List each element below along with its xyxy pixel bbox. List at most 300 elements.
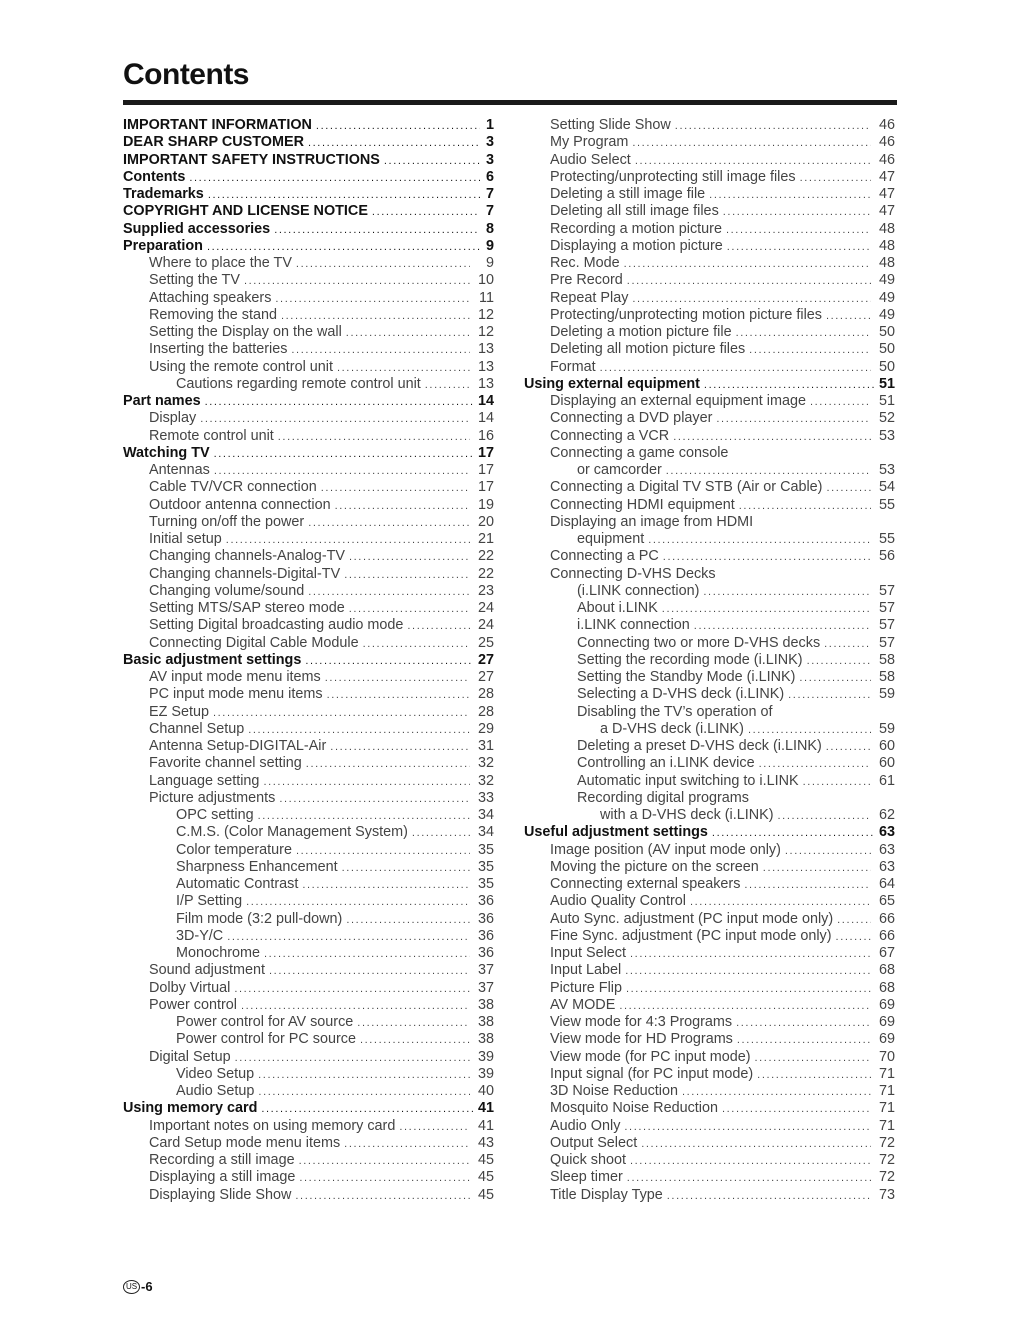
toc-entry-title: Supplied accessories [123, 220, 271, 237]
toc-entry [524, 1031, 895, 1048]
toc-entry [123, 928, 494, 945]
toc-entry [524, 203, 895, 220]
toc-entry-title: or camcorder [577, 462, 662, 478]
toc-entry [524, 462, 895, 479]
dot-leader [666, 463, 871, 480]
dot-leader [227, 929, 470, 946]
dot-leader [357, 1015, 470, 1032]
dot-leader [335, 498, 470, 515]
dot-leader [384, 153, 480, 170]
dot-leader [325, 670, 470, 687]
toc-entry [524, 1118, 895, 1135]
toc-page-number: 65 [878, 893, 895, 910]
toc-entry [123, 1014, 494, 1031]
dot-leader [716, 411, 871, 428]
dot-leader [626, 981, 871, 998]
toc-entry [524, 859, 895, 876]
dot-leader [630, 946, 871, 963]
toc-page-number: 27 [477, 669, 494, 685]
toc-entry [524, 1169, 895, 1186]
toc-entry [123, 790, 494, 807]
toc-page-number: 49 [878, 306, 895, 323]
dot-leader [349, 549, 470, 566]
toc-page-number: 63 [878, 858, 895, 875]
toc-entry [123, 1169, 494, 1186]
toc-entry [123, 307, 494, 324]
toc-entry-title: Watching TV [123, 444, 210, 461]
dot-leader [748, 722, 871, 739]
dot-leader [630, 1153, 871, 1170]
toc-page-number: 72 [878, 1169, 895, 1186]
toc-entry-title: Antenna Setup-DIGITAL-Air [149, 738, 327, 754]
dot-leader [291, 342, 470, 359]
dot-leader [722, 1101, 871, 1118]
toc-entry-title: Power control for PC source [176, 1031, 356, 1048]
toc-entry-title: Using external equipment [524, 375, 700, 392]
toc-section-entry [123, 1100, 494, 1117]
dot-leader [308, 135, 480, 152]
toc-page-number: 71 [878, 1083, 895, 1099]
toc-page-number: 40 [477, 1083, 494, 1099]
toc-entry-title: AV MODE [550, 996, 616, 1013]
dot-leader [330, 739, 470, 756]
toc-page-number: 57 [878, 600, 895, 616]
dot-leader [723, 204, 871, 221]
toc-entry-title: Protecting/unprotecting motion picture files [550, 306, 822, 323]
toc-entry-title: Setting Slide Show [550, 117, 671, 133]
toc-entry-title: Inserting the batteries [149, 341, 288, 358]
toc-entry-title: Sound adjustment [149, 962, 266, 979]
toc-section-entry [123, 134, 494, 151]
toc-entry-title: Useful adjustment settings [524, 824, 708, 841]
toc-entry-title: Connecting a Digital TV STB (Air or Cable) [550, 479, 823, 496]
toc-page-number: 41 [477, 1117, 494, 1134]
toc-page-number: 69 [878, 996, 895, 1013]
toc-entry [524, 635, 895, 652]
toc-page-number: 58 [878, 651, 895, 668]
dot-leader [214, 463, 470, 480]
dot-leader [662, 601, 871, 618]
toc-entry [123, 893, 494, 910]
toc-entry-title: Power control [149, 996, 237, 1013]
toc-entry-title: Deleting all still image files [550, 203, 719, 220]
dot-leader [788, 687, 871, 704]
toc-entry [123, 1152, 494, 1169]
toc-entry-title: Setting the Standby Mode (i.LINK) [577, 669, 796, 685]
toc-section-entry [123, 152, 494, 169]
toc-entry [123, 876, 494, 893]
toc-page-number: 72 [878, 1152, 895, 1168]
toc-page-number: 59 [878, 686, 895, 703]
toc-page-number: 24 [477, 600, 494, 616]
toc-page-number: 48 [878, 255, 895, 271]
toc-entry-title: Setting MTS/SAP stereo mode [149, 600, 345, 616]
toc-page-number: 34 [477, 807, 494, 823]
toc-page-number: 39 [477, 1065, 494, 1082]
toc-entry [524, 410, 895, 427]
dot-leader [836, 929, 871, 946]
toc-entry-title: About i.LINK [577, 600, 658, 616]
toc-entry [524, 1049, 895, 1066]
toc-entry [123, 1187, 494, 1204]
toc-entry-title: Picture Flip [550, 979, 622, 996]
toc-page-number: 25 [477, 634, 494, 651]
toc-entry-title: Cable TV/VCR connection [149, 479, 317, 496]
toc-section-entry [524, 824, 895, 841]
toc-entry [123, 617, 494, 634]
dot-leader [826, 308, 871, 325]
toc-entry-title: Language setting [149, 772, 260, 789]
toc-entry-title: a D-VHS deck (i.LINK) [600, 720, 744, 737]
toc-page-number: 57 [878, 617, 895, 634]
toc-page-number: 46 [878, 134, 895, 151]
toc-entry-title: Favorite channel setting [149, 755, 302, 772]
toc-page-number: 41 [477, 1100, 494, 1117]
dot-leader [826, 480, 871, 497]
toc-entry [524, 773, 895, 790]
toc-page-number: 37 [477, 962, 494, 979]
dot-leader [726, 222, 871, 239]
toc-page-number: 33 [477, 789, 494, 806]
dot-leader [663, 549, 871, 566]
toc-right-column [524, 117, 895, 1204]
toc-entry-title: Turning on/off the power [149, 513, 305, 530]
toc-page-number: 69 [878, 1014, 895, 1030]
toc-entry-title: with a D-VHS deck (i.LINK) [600, 807, 774, 823]
toc-entry-title: Using memory card [123, 1100, 258, 1117]
toc-entry-title: Sharpness Enhancement [176, 858, 338, 875]
dot-leader [675, 118, 871, 135]
toc-entry [524, 1135, 895, 1152]
toc-page-number: 43 [477, 1134, 494, 1151]
toc-entry-title: Connecting a PC [550, 548, 659, 565]
toc-entry [123, 945, 494, 962]
toc-entry-title: Connecting external speakers [550, 876, 741, 892]
toc-page-number: 31 [477, 738, 494, 754]
toc-page-number: 52 [878, 410, 895, 427]
toc-entry [123, 635, 494, 652]
dot-leader [690, 894, 871, 911]
toc-page-number: 14 [477, 410, 494, 427]
dot-leader [757, 1067, 871, 1084]
toc-entry [123, 669, 494, 686]
dot-leader [248, 722, 470, 739]
dot-leader [344, 1136, 470, 1153]
toc-entry-title: Displaying Slide Show [149, 1186, 292, 1203]
dot-leader [619, 998, 871, 1015]
toc-entry [524, 980, 895, 997]
toc-entry-title: Digital Setup [149, 1048, 231, 1065]
toc-entry-title: IMPORTANT SAFETY INSTRUCTIONS [123, 151, 380, 168]
dot-leader [279, 791, 470, 808]
toc-entry-title: Film mode (3:2 pull-down) [176, 910, 343, 927]
toc-entry-title: Recording a still image [149, 1152, 295, 1168]
toc-entry-title: Connecting Digital Cable Module [149, 634, 359, 651]
toc-entry-title: Displaying a still image [149, 1169, 296, 1186]
toc-entry-title: Basic adjustment settings [123, 651, 302, 668]
toc-page-number: 37 [477, 979, 494, 996]
dot-leader [299, 1170, 470, 1187]
toc-entry-title: Quick shoot [550, 1152, 626, 1168]
dot-leader [299, 1153, 470, 1170]
toc-page-number: 17 [477, 479, 494, 496]
toc-entry [123, 824, 494, 841]
toc-page-number: 12 [477, 306, 494, 323]
toc-entry [524, 1066, 895, 1083]
toc-entry [524, 566, 895, 583]
toc-entry-title: Color temperature [176, 841, 292, 858]
toc-page-number: 21 [477, 531, 494, 547]
toc-page-number: 19 [477, 496, 494, 513]
dot-leader [360, 1032, 470, 1049]
dot-leader [263, 774, 470, 791]
dot-leader [274, 222, 480, 239]
toc-entry-title: Preparation [123, 237, 203, 254]
dot-leader [694, 618, 871, 635]
toc-page-number: 72 [878, 1134, 895, 1151]
toc-entry [524, 238, 895, 255]
dot-leader [425, 377, 470, 394]
toc-entry [524, 652, 895, 669]
toc-entry-title: View mode for HD Programs [550, 1031, 733, 1048]
dot-leader [763, 860, 871, 877]
toc-page-number: 68 [878, 962, 895, 979]
toc-entry-title: Video Setup [176, 1065, 255, 1082]
dot-leader [264, 946, 470, 963]
toc-entry [123, 514, 494, 531]
toc-entry-title: Input signal (for PC input mode) [550, 1065, 754, 1082]
toc-page-number: 13 [477, 341, 494, 358]
toc-entry [524, 617, 895, 634]
toc-entry-title: Setting the Display on the wall [149, 324, 342, 340]
toc-entry-title: My Program [550, 134, 629, 151]
toc-page-number: 39 [477, 1048, 494, 1065]
toc-entry-title: Channel Setup [149, 720, 245, 737]
toc-page-number: 57 [878, 582, 895, 599]
toc-page-number: 71 [878, 1117, 895, 1134]
toc-page-number: 45 [477, 1152, 494, 1168]
toc-entry [524, 428, 895, 445]
toc-entry [123, 583, 494, 600]
toc-entry [123, 462, 494, 479]
toc-page-number: 68 [878, 979, 895, 996]
dot-leader [258, 1067, 470, 1084]
toc-page-number: 17 [477, 462, 494, 478]
dot-leader [302, 877, 470, 894]
page-number: -6 [141, 1279, 153, 1294]
toc-entry [123, 255, 494, 272]
toc-entry [123, 497, 494, 514]
toc-entry [524, 1014, 895, 1031]
dot-leader [363, 636, 470, 653]
toc-page-number: 17 [477, 444, 494, 461]
toc-entry [123, 807, 494, 824]
toc-entry-title: Dolby Virtual [149, 979, 231, 996]
toc-page-number: 55 [878, 496, 895, 513]
toc-page-number: 28 [477, 686, 494, 703]
dot-leader [278, 429, 470, 446]
toc-entry-title: Audio Setup [176, 1083, 255, 1099]
toc-page-number: 69 [878, 1031, 895, 1048]
toc-entry [123, 704, 494, 721]
toc-page-number: 29 [477, 720, 494, 737]
toc-page-number: 47 [878, 168, 895, 185]
dot-leader [736, 325, 871, 342]
toc-entry-title: Pre Record [550, 272, 623, 289]
toc-page-number: 58 [878, 669, 895, 685]
toc-entry [123, 1083, 494, 1100]
toc-entry [524, 445, 895, 462]
toc-entry [123, 324, 494, 341]
toc-entry-title: PC input mode menu items [149, 686, 323, 703]
dot-leader [632, 291, 871, 308]
toc-page-number: 71 [878, 1065, 895, 1082]
toc-page-number: 60 [878, 738, 895, 754]
dot-leader [306, 756, 470, 773]
dot-leader [261, 1101, 474, 1118]
dot-leader [372, 204, 480, 221]
toc-section-entry [123, 393, 494, 410]
region-badge: US [123, 1280, 140, 1294]
toc-section-entry [524, 376, 895, 393]
dot-leader [226, 532, 470, 549]
dot-leader [308, 515, 470, 532]
toc-entry-title: Repeat Play [550, 289, 629, 306]
toc-entry-title: View mode for 4:3 Programs [550, 1014, 733, 1030]
dot-leader [627, 1170, 871, 1187]
dot-leader [709, 187, 871, 204]
toc-entry [524, 876, 895, 893]
title-rule [123, 100, 897, 105]
toc-entry [123, 479, 494, 496]
toc-entry [524, 1083, 895, 1100]
toc-page-number: 35 [477, 858, 494, 875]
toc-page-number: 49 [878, 272, 895, 289]
dot-leader [208, 187, 480, 204]
toc-entry [123, 290, 494, 307]
toc-page-number: 53 [878, 427, 895, 444]
dot-leader [316, 118, 480, 135]
toc-page-number: 22 [477, 565, 494, 582]
toc-entry [524, 548, 895, 565]
toc-page-number: 35 [477, 841, 494, 858]
dot-leader [412, 825, 470, 842]
toc-page-number: 38 [477, 996, 494, 1013]
toc-entry [524, 290, 895, 307]
toc-entry [123, 980, 494, 997]
toc-entry-title: Deleting a still image file [550, 186, 706, 202]
toc-page-number: 47 [878, 203, 895, 220]
toc-page-number: 71 [878, 1100, 895, 1117]
dot-leader [207, 239, 480, 256]
toc-entry [524, 893, 895, 910]
toc-page-number: 10 [477, 272, 494, 289]
toc-page-number: 14 [477, 393, 494, 409]
toc-page-number: 24 [477, 617, 494, 634]
toc-entry [524, 1187, 895, 1204]
toc-entry [524, 324, 895, 341]
toc-entry-title: Input Select [550, 945, 627, 961]
toc-entry [524, 807, 895, 824]
toc-entry-title: Automatic input switching to i.LINK [577, 772, 799, 789]
dot-leader [736, 1015, 871, 1032]
toc-entry [123, 359, 494, 376]
dot-leader [624, 1119, 871, 1136]
toc-entry [524, 341, 895, 358]
toc-entry [123, 428, 494, 445]
toc-entry-title: Connecting a DVD player [550, 410, 713, 427]
dot-leader [703, 584, 871, 601]
toc-entry-title: i.LINK connection [577, 617, 690, 634]
toc-page-number: 38 [477, 1014, 494, 1030]
toc-page-number: 60 [878, 755, 895, 772]
toc-entry [524, 221, 895, 238]
toc-entry [524, 152, 895, 169]
toc-entry [123, 721, 494, 738]
toc-page-number: 49 [878, 289, 895, 306]
page-title: Contents [123, 58, 249, 91]
toc-entry-title: Setting the TV [149, 272, 240, 289]
dot-leader [739, 498, 871, 515]
toc-entry-title: Displaying an image from HDMI [550, 513, 754, 530]
toc-entry-title: 3D-Y/C [176, 927, 224, 944]
toc-page-number: 64 [878, 876, 895, 892]
toc-page-number: 6 [485, 168, 494, 185]
toc-entry-title: I/P Setting [176, 893, 243, 910]
toc-entry-title: Changing volume/sound [149, 582, 305, 599]
toc-entry-title: EZ Setup [149, 703, 209, 720]
toc-entry-title: Fine Sync. adjustment (PC input mode only) [550, 927, 832, 944]
toc-page-number: 67 [878, 945, 895, 961]
toc-page-number: 7 [485, 203, 494, 220]
toc-page-number: 22 [477, 548, 494, 565]
dot-leader [308, 584, 470, 601]
toc-page-number: 50 [878, 358, 895, 375]
dot-leader [234, 981, 470, 998]
dot-leader [346, 325, 470, 342]
toc-entry [123, 410, 494, 427]
dot-leader [803, 774, 871, 791]
toc-entry-title: 3D Noise Reduction [550, 1083, 678, 1099]
toc-entry-title: Rec. Mode [550, 255, 620, 271]
toc-entry [524, 169, 895, 186]
toc-page-number: 70 [878, 1048, 895, 1065]
dot-leader [213, 705, 470, 722]
toc-section-entry [123, 186, 494, 203]
toc-entry [123, 773, 494, 790]
toc-entry [524, 514, 895, 531]
toc-entry [123, 566, 494, 583]
toc-entry-title: Monochrome [176, 945, 260, 961]
toc-entry-title: Card Setup mode menu items [149, 1134, 341, 1151]
toc-entry-title: Deleting a motion picture file [550, 324, 732, 340]
toc-entry-title: Part names [123, 393, 201, 409]
toc-page-number: 32 [477, 755, 494, 772]
dot-leader [342, 860, 470, 877]
toc-entry-title: Picture adjustments [149, 789, 276, 806]
toc-page-number: 28 [477, 703, 494, 720]
toc-entry-title: Connecting D-VHS Decks [550, 565, 716, 582]
dot-leader [800, 170, 871, 187]
toc-entry [524, 359, 895, 376]
dot-leader [244, 273, 470, 290]
toc-entry [524, 117, 895, 134]
toc-page-number: 35 [477, 876, 494, 892]
toc-entry [524, 1100, 895, 1117]
toc-entry-title: (i.LINK connection) [577, 582, 700, 599]
toc-entry-title: Removing the stand [149, 306, 277, 323]
toc-entry-title: Audio Select [550, 151, 631, 168]
